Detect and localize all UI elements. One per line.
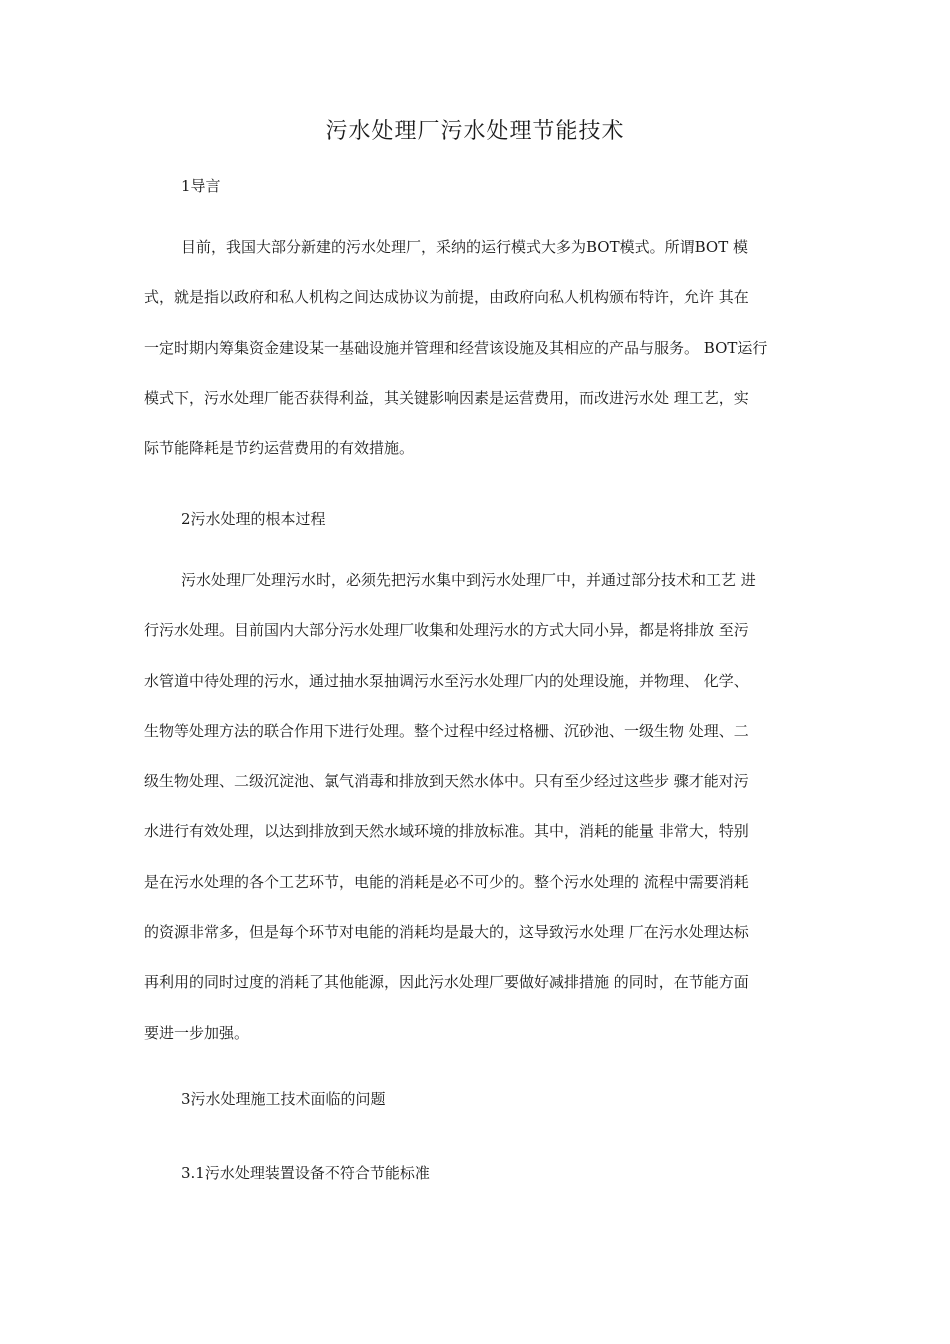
paragraph-line: 际节能降耗是节约运营费用的有效措施。 xyxy=(144,439,415,458)
paragraph-line: 生物等处理方法的联合作用下进行处理。整个过程中经过格栅、沉砂池、一级生物 处理、二 xyxy=(144,721,749,740)
paragraph-line: 一定时期内筹集资金建设某一基础设施并管理和经营该设施及其相应的产品与服务。 BOT运行 xyxy=(144,338,768,357)
paragraph-line: 水进行有效处理，以达到排放到天然水域环境的排放标准。其中，消耗的能量 非常大，特别 xyxy=(144,822,749,841)
paragraph-line: 目前，我国大部分新建的污水处理厂，采纳的运行模式大多为BOT模式。所谓BOT 模 xyxy=(181,238,748,256)
section-heading-1: 1导言 xyxy=(181,177,221,195)
section-paragraph-2 xyxy=(144,555,804,1058)
section-heading-3: 3污水处理施工技术面临的问题 xyxy=(181,1090,386,1108)
section-heading-2: 2污水处理的根本过程 xyxy=(181,510,326,528)
paragraph-line: 再利用的同时过度的消耗了其他能源，因此污水处理厂要做好减排措施 的同时，在节能方面 xyxy=(144,973,749,992)
paragraph-line: 模式下，污水处理厂能否获得利益，其关键影响因素是运营费用，而改进污水处 理工艺，实 xyxy=(144,388,749,407)
document-title: 污水处理厂污水处理节能技术 xyxy=(325,119,625,144)
paragraph-line: 式，就是指以政府和私人机构之间达成协议为前提，由政府向私人机构颁布特许，允许 其在 xyxy=(144,288,749,307)
paragraph-line: 水管道中待处理的污水，通过抽水泵抽调污水至污水处理厂内的处理设施，并物理、 化学、 xyxy=(144,671,749,690)
section-heading-3-1: 3.1污水处理装置设备不符合节能标准 xyxy=(181,1164,430,1182)
paragraph-line: 污水处理厂处理污水时，必须先把污水集中到污水处理厂中，并通过部分技术和工艺 进 xyxy=(181,571,756,589)
paragraph-line: 行污水处理。目前国内大部分污水处理厂收集和处理污水的方式大同小异，都是将排放 至污 xyxy=(144,621,749,640)
section-paragraph-1 xyxy=(144,222,804,473)
paragraph-line: 级生物处理、二级沉淀池、氯气消毒和排放到天然水体中。只有至少经过这些步 骤才能对污 xyxy=(144,772,749,791)
paragraph-line: 要进一步加强。 xyxy=(144,1023,250,1042)
paragraph-line: 的资源非常多，但是每个环节对电能的消耗均是最大的，这导致污水处理 厂在污水处理达标 xyxy=(144,923,749,942)
paragraph-line: 是在污水处理的各个工艺环节，电能的消耗是必不可少的。整个污水处理的 流程中需要消耗 xyxy=(144,872,749,891)
